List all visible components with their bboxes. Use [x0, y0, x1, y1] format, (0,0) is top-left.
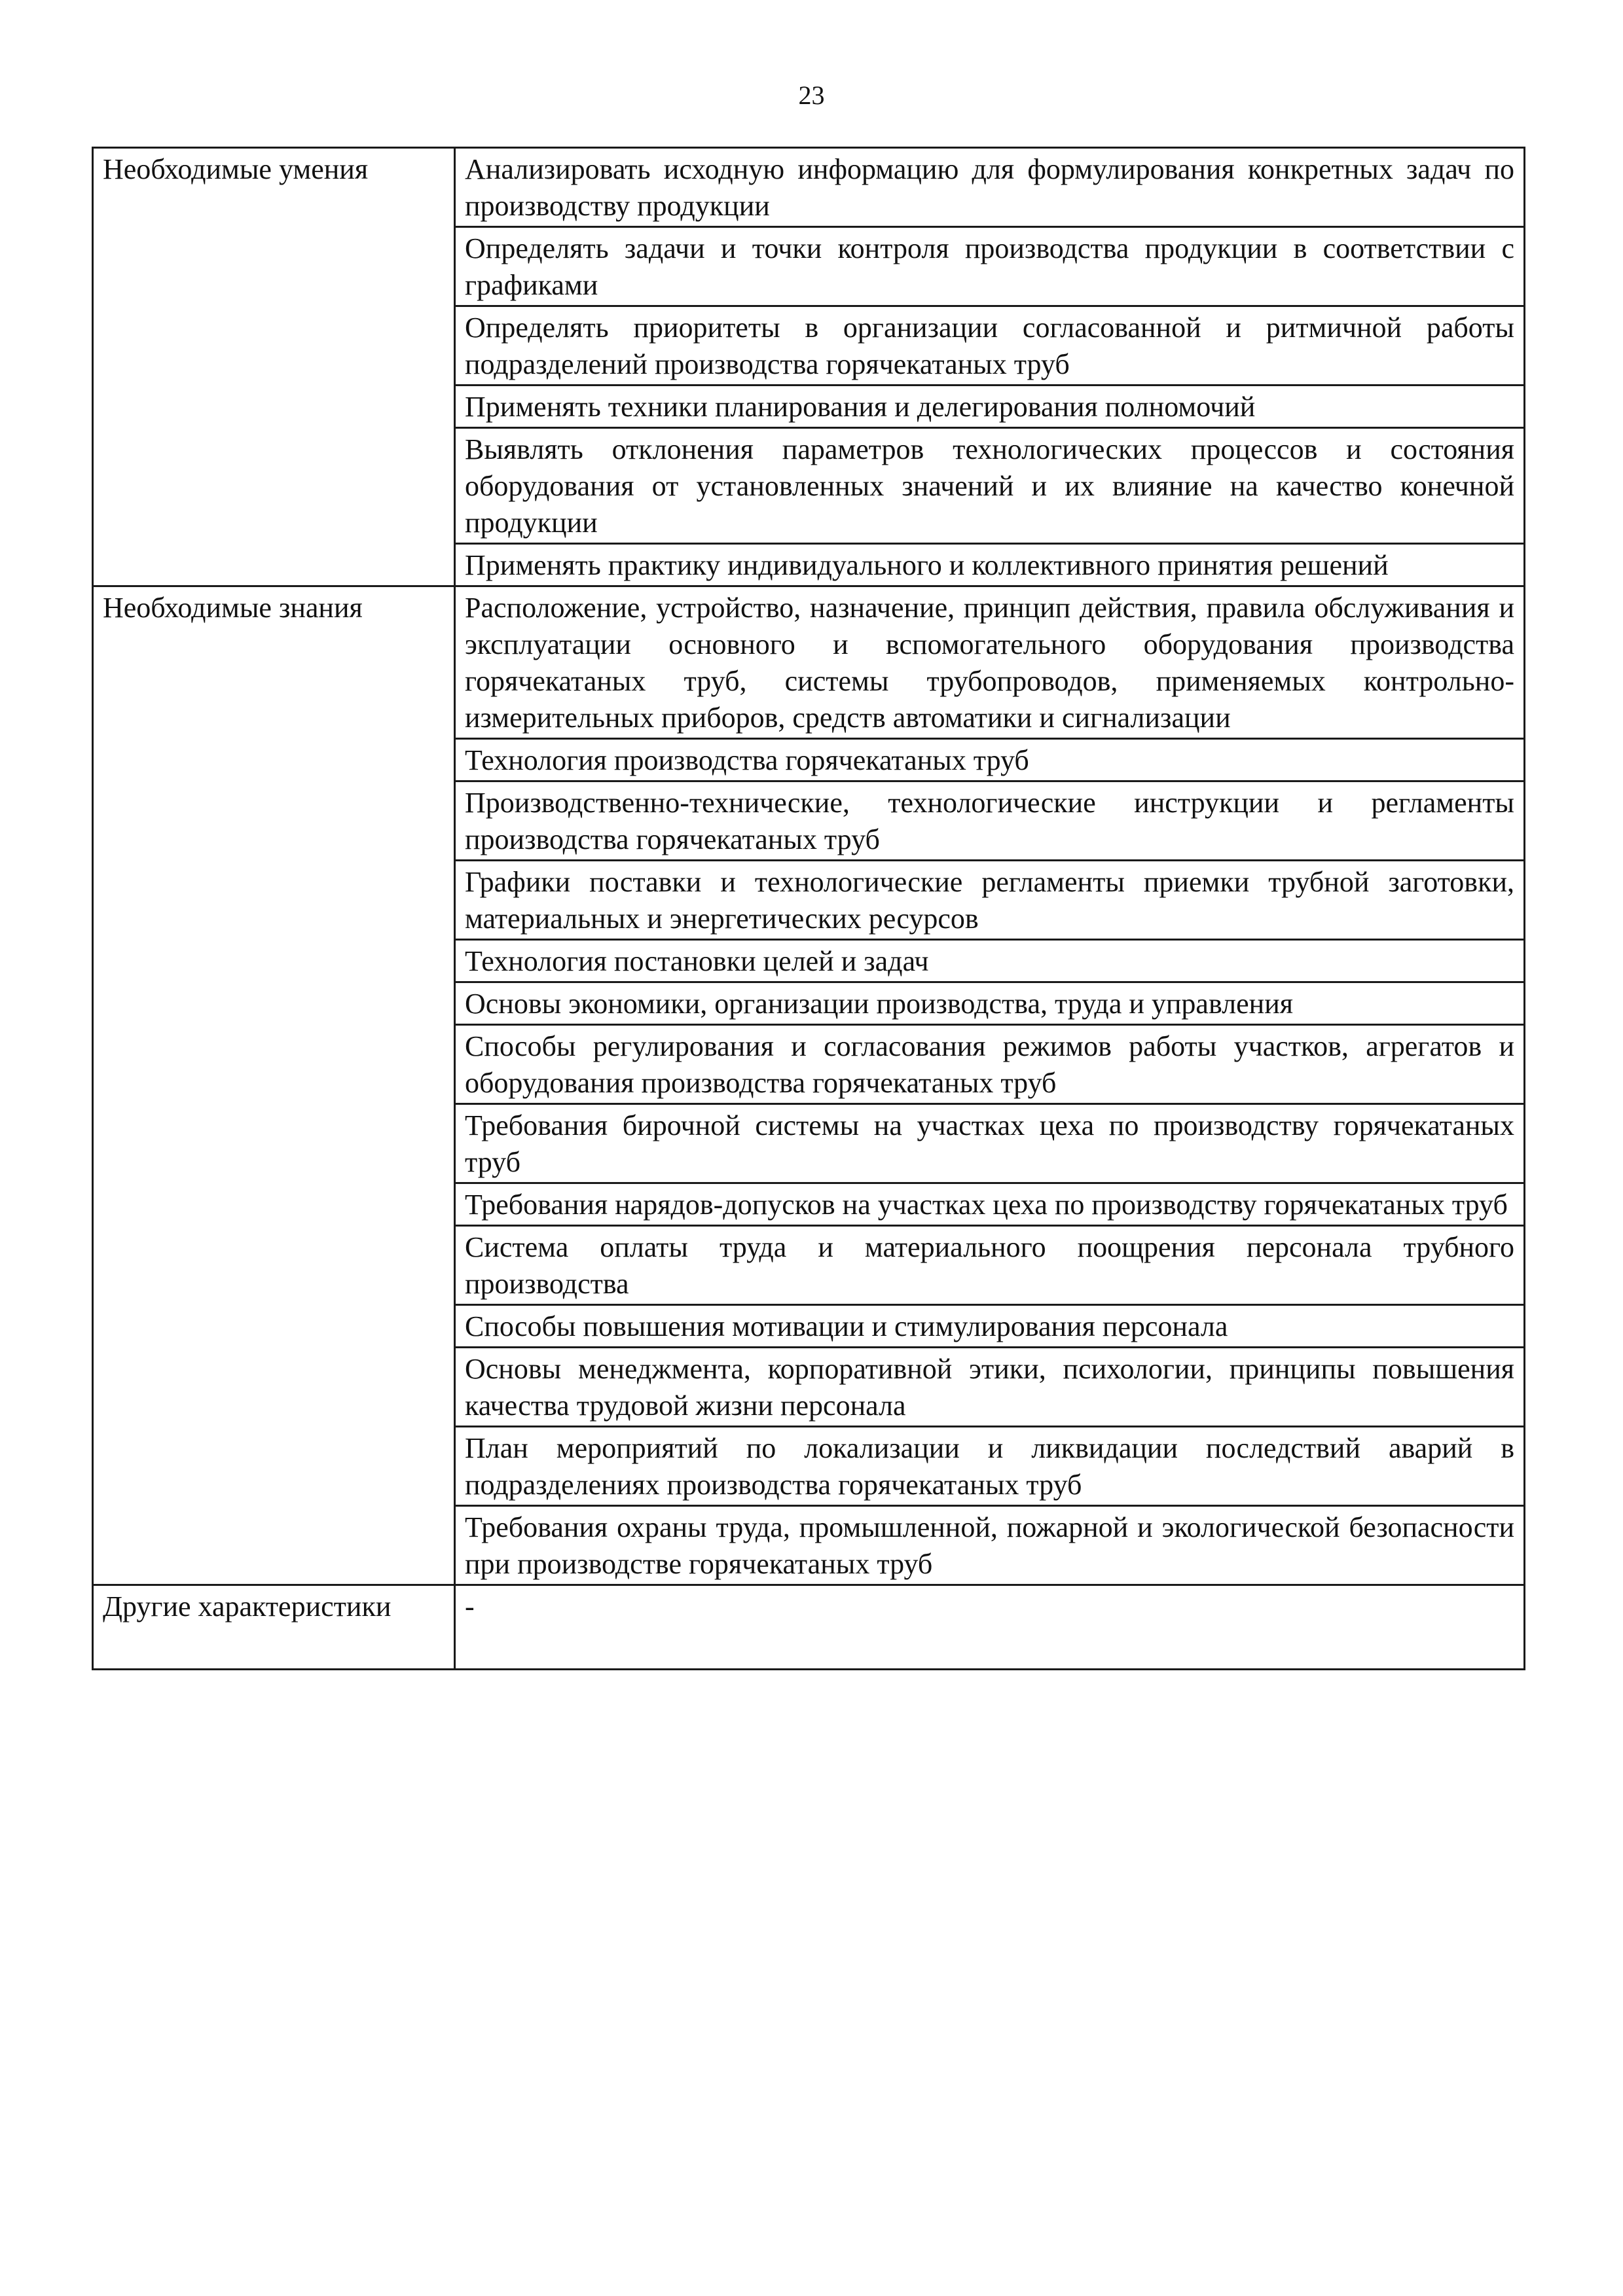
section-label: Другие характеристики [93, 1585, 455, 1670]
page-number: 23 [798, 81, 825, 110]
section-item: Основы менеджмента, корпоративной этики, психологии, принципы повышения качества трудовой жизни персонала [455, 1348, 1525, 1427]
section-item: Производственно-технические, технологические инструкции и регламенты производства горячекатаных труб [455, 781, 1525, 861]
section-item: Требования охраны труда, промышленной, пожарной и экологической безопасности при производстве горячекатаных труб [455, 1506, 1525, 1585]
table-row [93, 148, 1525, 227]
table-row [93, 586, 1525, 739]
table-row [93, 1585, 1525, 1670]
section-item: Расположение, устройство, назначение, принцип действия, правила обслуживания и эксплуатации основного и вспомогательного оборудования производства горячекатаных труб, системы трубопроводов, применяемых контрольно-измерительных приборов, средств автоматики и сигнализации [455, 586, 1525, 739]
section-item: Способы повышения мотивации и стимулирования персонала [455, 1305, 1525, 1348]
section-item: Основы экономики, организации производства, труда и управления [455, 982, 1525, 1025]
qualification-table [92, 147, 1525, 1670]
section-item: Технология постановки целей и задач [455, 940, 1525, 982]
section-item: Применять техники планирования и делегирования полномочий [455, 386, 1525, 428]
section-item: Технология производства горячекатаных труб [455, 739, 1525, 781]
section-item: Анализировать исходную информацию для формулирования конкретных задач по производству продукции [455, 148, 1525, 227]
section-item: Способы регулирования и согласования режимов работы участков, агрегатов и оборудования производства горячекатаных труб [455, 1025, 1525, 1104]
section-item: Определять приоритеты в организации согласованной и ритмичной работы подразделений производства горячекатаных труб [455, 306, 1525, 386]
section-item: Система оплаты труда и материального поощрения персонала трубного производства [455, 1226, 1525, 1305]
section-item: Выявлять отклонения параметров технологических процессов и состояния оборудования от установленных значений и их влияние на качество конечной продукции [455, 428, 1525, 544]
section-item: Определять задачи и точки контроля производства продукции в соответствии с графиками [455, 227, 1525, 306]
section-item: Требования нарядов-допусков на участках цеха по производству горячекатаных труб [455, 1183, 1525, 1226]
section-item: Требования бирочной системы на участках цеха по производству горячекатаных труб [455, 1104, 1525, 1183]
section-item: - [455, 1585, 1525, 1670]
section-label: Необходимые умения [93, 148, 455, 586]
section-item: Графики поставки и технологические регламенты приемки трубной заготовки, материальных и энергетических ресурсов [455, 861, 1525, 940]
section-item: План мероприятий по локализации и ликвидации последствий аварий в подразделениях производства горячекатаных труб [455, 1427, 1525, 1506]
section-label: Необходимые знания [93, 586, 455, 1585]
section-item: Применять практику индивидуального и коллективного принятия решений [455, 544, 1525, 586]
table-body [93, 148, 1525, 1670]
